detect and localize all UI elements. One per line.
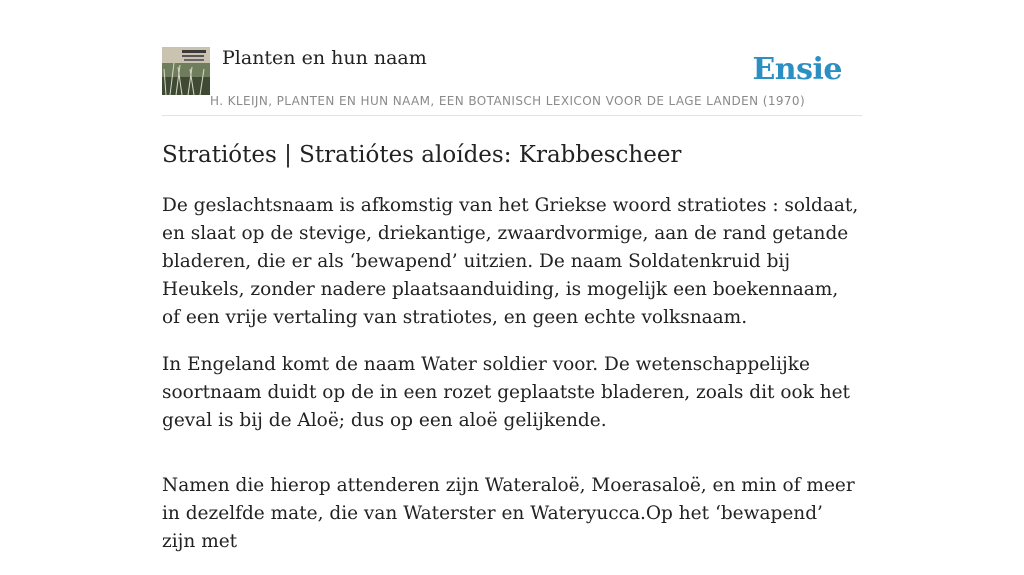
article-body bbox=[162, 192, 862, 575]
plant-thumbnail-icon bbox=[162, 47, 210, 95]
article-paragraph: In Engeland komt de naam Water soldier voor. De wetenschappelijke soortnaam duidt op de in een rozet geplaatste bladeren, zoals dit ook het geval is bij de Aloë; dus op een aloë gelijkende. bbox=[162, 354, 850, 431]
source-title[interactable]: Planten en hun naam bbox=[222, 47, 427, 69]
header-divider bbox=[162, 115, 862, 116]
article-title: Stratiótes | Stratiótes aloídes: Krabbescheer bbox=[162, 142, 682, 168]
article-paragraph: Namen die hierop attenderen zijn Wateraloë, Moerasaloë, en min of meer in dezelfde mate, die van Waterster en Wateryucca.Op het ‘bewapend’ zijn met bbox=[162, 475, 855, 552]
source-reference: H. KLEIJN, PLANTEN EN HUN NAAM, EEN BOTANISCH LEXICON VOOR DE LAGE LANDEN (1970) bbox=[210, 94, 806, 108]
article-paragraph: De geslachtsnaam is afkomstig van het Griekse woord stratiotes : soldaat, en slaat op de stevige, driekantige, zwaardvormige, aan de rand getande bladeren, die er als ‘bewapend’ uitzien. De naam Soldatenkruid bij Heukels, zonder nadere plaatsaanduiding, is mogelijk een boekennaam, of een vrije vertaling van stratiotes, en geen echte volksnaam. bbox=[162, 195, 859, 328]
ensie-logo[interactable]: Ensie bbox=[752, 52, 842, 87]
source-header bbox=[162, 44, 862, 116]
source-avatar[interactable] bbox=[162, 47, 210, 95]
